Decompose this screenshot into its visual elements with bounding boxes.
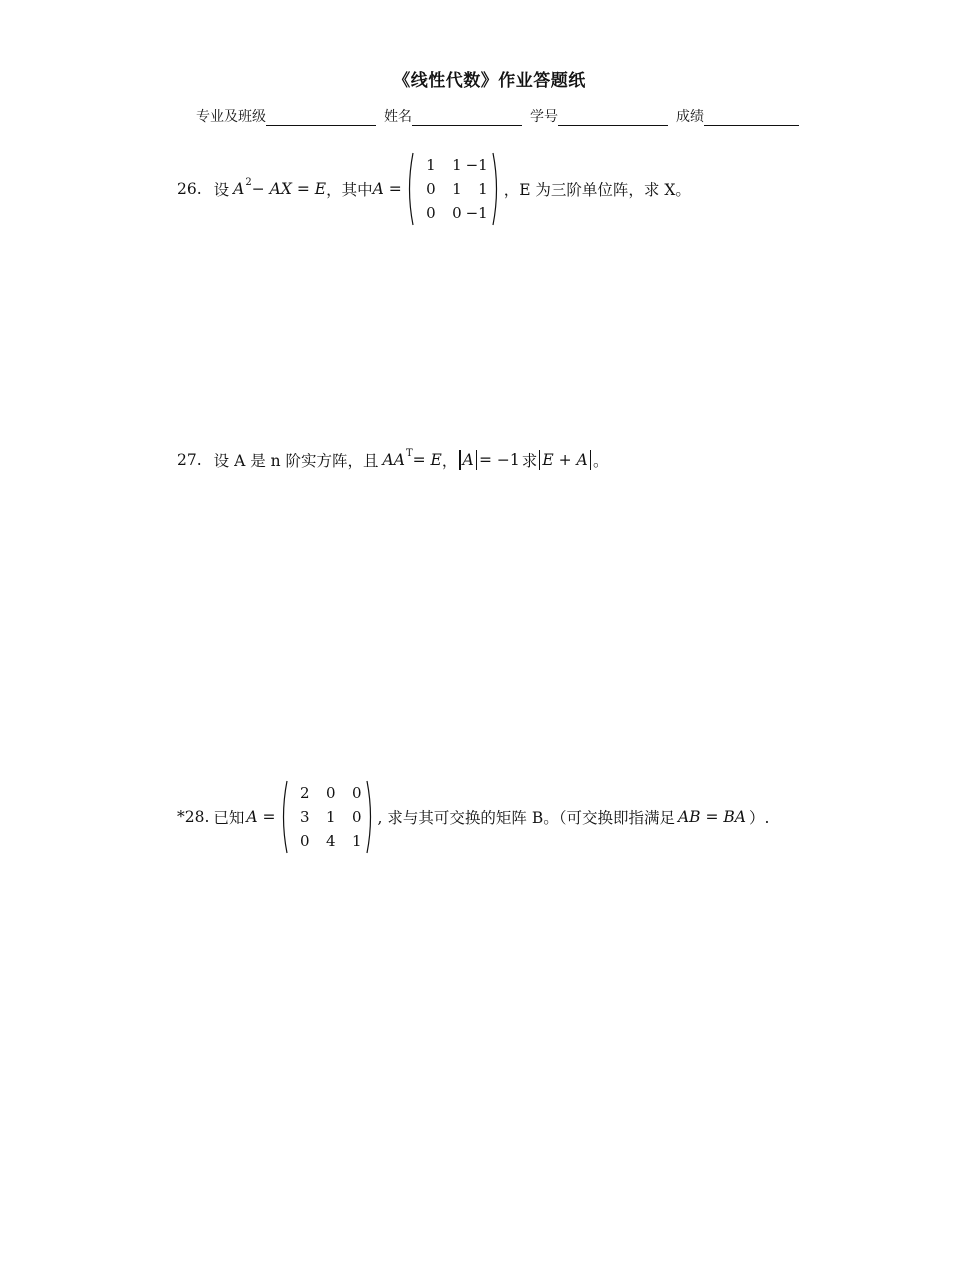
matrix-grid [288,781,366,853]
question-text: 求 [521,452,538,470]
matrix-cell: −1 [465,204,488,222]
math-symbol: AA [382,451,405,469]
right-paren-icon [366,780,375,854]
question-number: *28. [177,808,210,826]
question-text: 设 [213,181,230,199]
name-label: 姓名 [384,109,412,125]
page-title: 《线性代数》作业答题纸 [393,71,586,91]
name-blank[interactable] [412,111,522,126]
matrix-cell: 1 [325,808,336,826]
matrix-cell: 3 [299,808,310,826]
math-expression: A = [246,808,276,826]
question-27 [177,448,608,472]
matrix-cell: 1 [452,156,462,174]
right-paren-icon [492,152,501,226]
left-paren-icon [279,780,288,854]
student-id-blank[interactable] [558,111,668,126]
matrix-cell: 4 [325,832,336,850]
matrix-a [279,780,375,854]
student-info-line [196,106,807,126]
matrix-cell: 2 [299,784,310,802]
score-blank[interactable] [704,111,799,126]
score-label: 成绩 [676,109,704,125]
matrix-cell: 0 [351,784,362,802]
determinant-bar [590,450,591,470]
determinant-bar [539,450,540,470]
matrix-cell: 1 [452,180,462,198]
matrix-a [405,152,501,226]
student-id-label: 学号 [530,109,558,125]
question-26 [177,152,691,226]
matrix-cell: 1 [351,832,362,850]
question-text: ， [441,452,458,470]
matrix-cell: 0 [325,784,336,802]
left-paren-icon [405,152,414,226]
math-expression: A = [372,180,402,198]
math-expression: − AX = E [251,180,327,198]
question-text: ，其中 [326,181,373,199]
question-text: , 求与其可交换的矩阵 B。（可交换即指满足 [377,809,675,827]
determinant-bar [459,450,460,470]
question-28 [177,780,769,854]
matrix-grid [414,153,492,225]
math-expression: AB = BA [677,808,746,826]
question-text: 。 [592,452,609,470]
math-superscript: 2 [245,176,252,188]
math-symbol: A [462,451,474,469]
major-class-blank[interactable] [266,111,376,126]
matrix-cell: 0 [426,180,436,198]
math-expression: = E [412,451,442,469]
question-number: 27. [177,451,202,469]
determinant-bar [476,450,477,470]
question-text: ）. [748,809,770,827]
matrix-cell: 0 [351,808,362,826]
question-number: 26. [177,180,202,198]
question-text: 设 A 是 n 阶实方阵，且 [213,452,379,470]
major-class-label: 专业及班级 [196,109,266,125]
matrix-cell: 1 [426,156,436,174]
matrix-cell: 0 [426,204,436,222]
question-text: 已知 [213,809,245,827]
matrix-cell: 0 [452,204,462,222]
math-expression: E + A [542,451,588,469]
math-superscript: T [405,447,413,459]
math-symbol: A [233,180,245,198]
matrix-cell: 1 [478,180,488,198]
question-text: ，E 为三阶单位阵，求 X。 [503,181,691,199]
math-expression: = −1 [478,451,520,469]
matrix-cell: −1 [465,156,488,174]
matrix-cell: 0 [299,832,310,850]
